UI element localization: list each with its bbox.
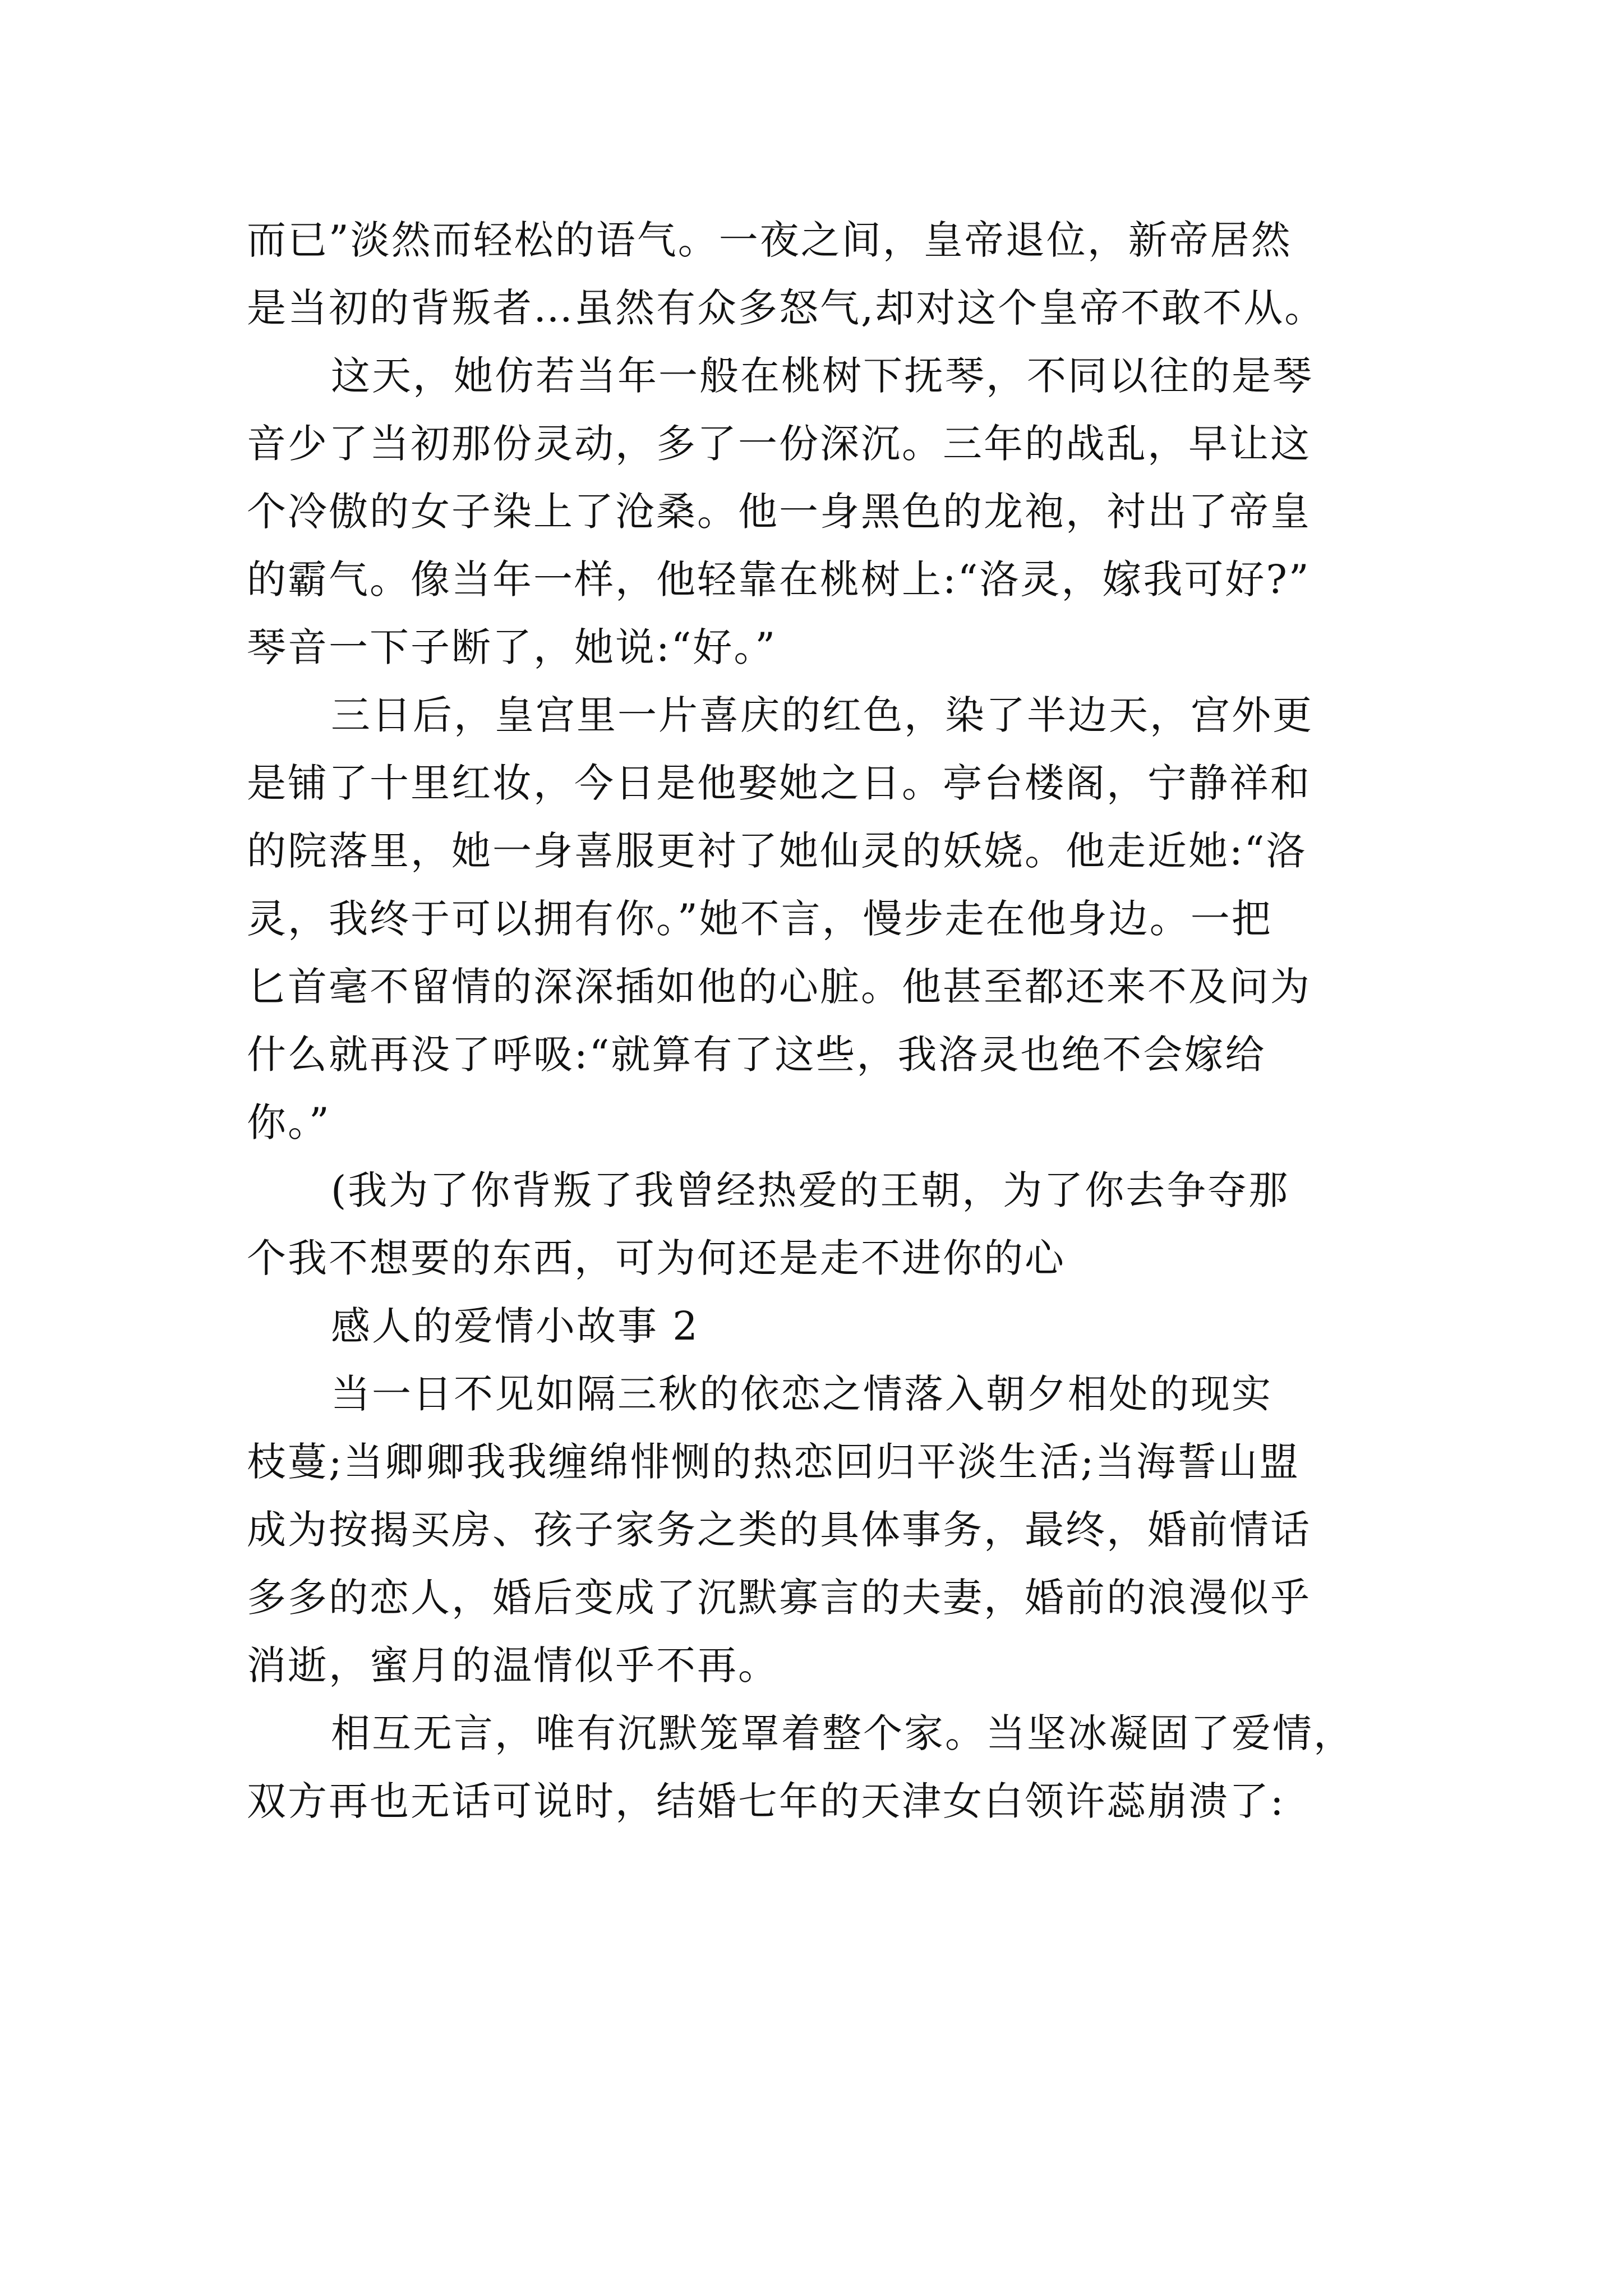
text-line: 个我不想要的东西，可为何还是走不进你的心 <box>247 1235 1066 1281</box>
paragraph-first-line: 这天，她仿若当年一般在桃树下抚琴，不同以往的是琴 <box>331 353 1313 399</box>
text-line: 的霸气。像当年一样，他轻靠在桃树上:“洛灵，嫁我可好?” <box>247 556 1311 602</box>
text-line: 双方再也无话可说时，结婚七年的天津女白领许蕊崩溃了: <box>247 1778 1285 1824</box>
text-line: 的院落里，她一身喜服更衬了她仙灵的妖娆。他走近她:“洛 <box>247 828 1307 874</box>
text-line: 你。” <box>247 1099 331 1145</box>
paragraph-first-line: 相互无言，唯有沉默笼罩着整个家。当坚冰凝固了爱情， <box>331 1710 1354 1756</box>
text-line: 消逝，蜜月的温情似乎不再。 <box>247 1642 779 1688</box>
text-line: 匕首毫不留情的深深插如他的心脏。他甚至都还来不及问为 <box>247 964 1311 1010</box>
section-heading: 感人的爱情小故事 2 <box>331 1303 699 1349</box>
text-line: 什么就再没了呼吸:“就算有了这些，我洛灵也绝不会嫁给 <box>247 1032 1266 1078</box>
text-line: 多多的恋人，婚后变成了沉默寡言的夫妻，婚前的浪漫似乎 <box>247 1575 1311 1621</box>
text-line: 而已”淡然而轻松的语气。一夜之间，皇帝退位，新帝居然 <box>247 217 1292 263</box>
text-line: 音少了当初那份灵动，多了一份深沉。三年的战乱，早让这 <box>247 421 1311 467</box>
text-line: 灵，我终于可以拥有你。”她不言，慢步走在他身边。一把 <box>247 896 1272 942</box>
text-line: 个冷傲的女子染上了沧桑。他一身黑色的龙袍，衬出了帝皇 <box>247 489 1311 535</box>
paragraph-first-line: 三日后，皇宫里一片喜庆的红色，染了半边天，宫外更 <box>331 692 1313 738</box>
text-line: 是当初的背叛者…虽然有众多怒气,却对这个皇帝不敢不从。 <box>247 285 1326 331</box>
paragraph-first-line: 当一日不见如隔三秋的依恋之情落入朝夕相处的现实 <box>331 1371 1272 1417</box>
text-line: 琴音一下子断了，她说:“好。” <box>247 624 777 670</box>
body-text <box>247 206 1380 1835</box>
paragraph-first-line: (我为了你背叛了我曾经热爱的王朝，为了你去争夺那 <box>331 1167 1290 1213</box>
text-line: 枝蔓;当卿卿我我缠绵悱恻的热恋回归平淡生活;当海誓山盟 <box>247 1439 1301 1485</box>
text-line: 成为按揭买房、孩子家务之类的具体事务，最终，婚前情话 <box>247 1507 1311 1553</box>
text-line: 是铺了十里红妆，今日是他娶她之日。亭台楼阁，宁静祥和 <box>247 760 1311 806</box>
